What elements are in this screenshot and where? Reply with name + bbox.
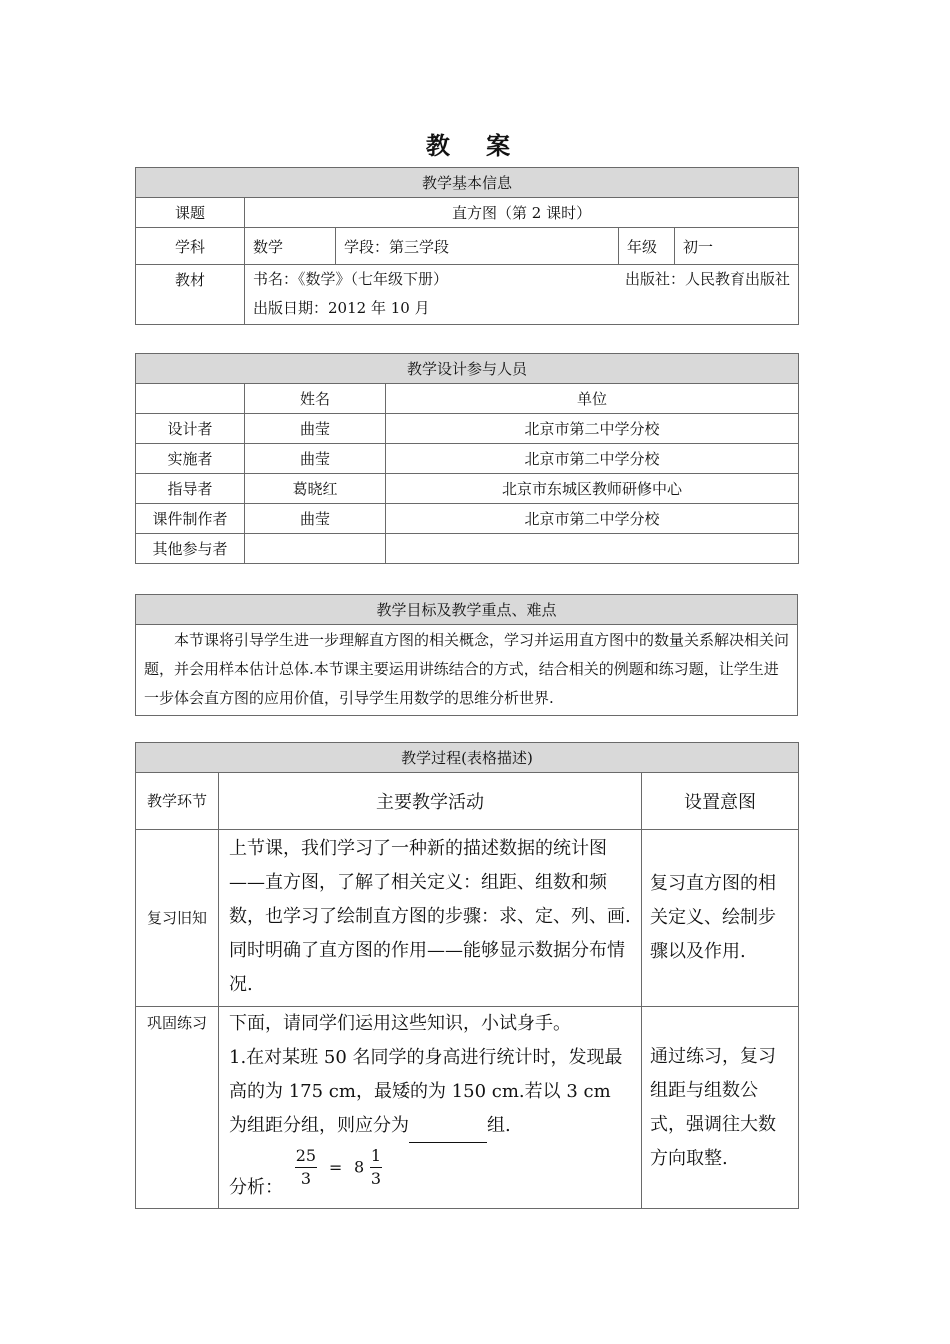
person-name <box>245 534 386 564</box>
question-text: 1.在对某班 50 名同学的身高进行统计时，发现最高的为 175 cm，最矮的为 150 cm.若以 3 cm 为组距分组，则应分为 <box>229 1047 623 1136</box>
table-row <box>136 504 799 534</box>
goals-table <box>135 594 798 716</box>
goals-header: 教学目标及教学重点、难点 <box>136 595 798 625</box>
person-name: 葛晓红 <box>245 474 386 504</box>
denominator: 3 <box>300 1169 311 1188</box>
table-row <box>136 534 799 564</box>
material-value <box>245 265 799 325</box>
intent-column-header: 设置意图 <box>642 773 799 830</box>
stage-value: 学段：第三学段 <box>336 228 619 265</box>
practice-activity <box>219 1007 642 1209</box>
document-title: 教 案 <box>425 131 525 160</box>
unit: 北京市第二中学分校 <box>386 444 799 474</box>
role: 课件制作者 <box>136 504 245 534</box>
participants-table <box>135 353 799 564</box>
process-table <box>135 742 799 1209</box>
unit: 北京市第二中学分校 <box>386 504 799 534</box>
subject-value: 数学 <box>245 228 336 265</box>
person-name: 曲莹 <box>245 414 386 444</box>
person-name: 曲莹 <box>245 504 386 534</box>
topic-label: 课题 <box>136 198 245 228</box>
analysis <box>229 1145 633 1204</box>
basic-info-header: 教学基本信息 <box>136 168 799 198</box>
role: 实施者 <box>136 444 245 474</box>
person-name: 曲莹 <box>245 444 386 474</box>
fraction <box>370 1145 382 1190</box>
review-intent: 复习直方图的相关定义、绘制步骤以及作用. <box>642 830 799 1007</box>
whole-number: 8 <box>353 1157 365 1177</box>
grade-label: 年级 <box>619 228 675 265</box>
role: 其他参与者 <box>136 534 245 564</box>
answer-blank <box>409 1122 487 1143</box>
book-name: 书名：《数学》（七年级下册） <box>253 270 449 288</box>
publish-date: 出版日期：2012 年 10 月 <box>253 299 430 317</box>
question-end: 组. <box>487 1115 511 1136</box>
role: 设计者 <box>136 414 245 444</box>
participants-header: 教学设计参与人员 <box>136 354 799 384</box>
table-row <box>136 474 799 504</box>
topic-value: 直方图（第 2 课时） <box>245 198 799 228</box>
numerator: 25 <box>295 1145 317 1168</box>
practice-stage: 巩固练习 <box>136 1007 219 1209</box>
review-row <box>136 830 799 1007</box>
grade-value: 初一 <box>675 228 799 265</box>
practice-row <box>136 1007 799 1209</box>
equals-sign: = <box>328 1157 343 1177</box>
activity-column-header: 主要教学活动 <box>219 773 642 830</box>
numerator: 1 <box>370 1145 382 1168</box>
publisher: 出版社：人民教育出版社 <box>625 270 791 288</box>
denominator: 3 <box>370 1169 382 1188</box>
analysis-label: 分析： <box>229 1177 283 1198</box>
subject-label: 学科 <box>136 228 245 265</box>
unit: 北京市东城区教师研修中心 <box>386 474 799 504</box>
review-stage: 复习旧知 <box>136 830 219 1007</box>
material-label: 教材 <box>136 265 245 325</box>
role: 指导者 <box>136 474 245 504</box>
name-column-header: 姓名 <box>245 384 386 414</box>
unit: 北京市第二中学分校 <box>386 414 799 444</box>
practice-intent: 通过练习，复习组距与组数公式，强调往大数方向取整. <box>642 1007 799 1209</box>
table-row <box>136 414 799 444</box>
fraction <box>295 1145 317 1190</box>
practice-intro: 下面，请同学们运用这些知识，小试身手。 <box>229 1013 571 1034</box>
goals-text: 本节课将引导学生进一步理解直方图的相关概念，学习并运用直方图中的数量关系解决相关问题，并会用样本估计总体.本节课主要运用讲练结合的方式，结合相关的例题和练习题，让学生进一步体会直方图的应用价值，引导学生用数学的思维分析世界. <box>136 625 798 716</box>
basic-info-table <box>135 167 799 325</box>
table-row <box>136 444 799 474</box>
process-header: 教学过程(表格描述) <box>136 743 799 773</box>
practice-question <box>229 1041 633 1143</box>
review-activity: 上节课，我们学习了一种新的描述数据的统计图——直方图，了解了相关定义：组距、组数和频数，也学习了绘制直方图的步骤：求、定、列、画.同时明确了直方图的作用——能够显示数据分布情况. <box>219 830 642 1007</box>
unit <box>386 534 799 564</box>
analysis-formula <box>295 1145 382 1190</box>
empty-header-cell <box>136 384 245 414</box>
stage-column-header: 教学环节 <box>136 773 219 830</box>
unit-column-header: 单位 <box>386 384 799 414</box>
